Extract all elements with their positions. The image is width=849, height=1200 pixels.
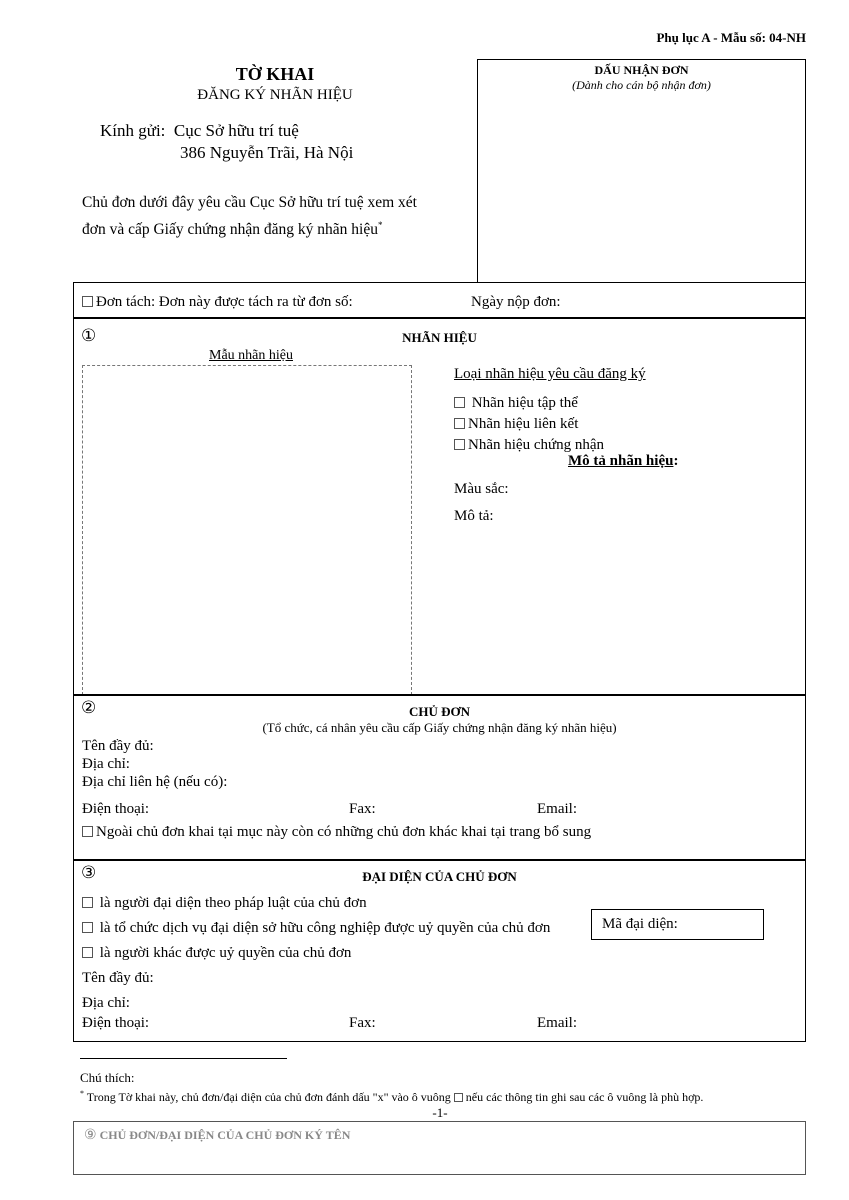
split-label bbox=[82, 294, 353, 311]
recipient-label: Kính gửi: bbox=[100, 121, 166, 140]
recipient-address: 386 Nguyễn Trãi, Hà Nội bbox=[180, 143, 354, 162]
type-label: Loại nhãn hiệu yêu cầu đăng ký bbox=[454, 366, 646, 382]
type-checkbox-associated[interactable] bbox=[454, 418, 465, 429]
rep-checkbox-agency[interactable] bbox=[82, 922, 93, 933]
section-signature bbox=[73, 1121, 806, 1175]
section9-number: ⑨ bbox=[84, 1127, 97, 1143]
representative-options bbox=[82, 891, 550, 1016]
description-title-colon: : bbox=[673, 453, 679, 469]
applicant-fax-label: Fax: bbox=[349, 801, 376, 817]
rep-code-label: Mã đại diện: bbox=[602, 916, 678, 932]
section1-title: NHÃN HIỆU bbox=[402, 330, 477, 345]
rep-option-legal-text: là người đại diện theo pháp luật của chủ đơn bbox=[99, 895, 367, 911]
footnote-divider bbox=[80, 1058, 287, 1059]
footnote-text-before: Trong Tờ khai này, chủ đơn/đại diện của chủ đơn đánh dấu "x" vào ô vuông bbox=[86, 1090, 451, 1104]
footnote-text bbox=[80, 1089, 810, 1105]
stamp-box bbox=[477, 59, 806, 283]
rep-option-agency bbox=[82, 916, 550, 941]
applicant-contact-label: Địa chỉ liên hệ (nếu có): bbox=[82, 774, 228, 790]
type-label-associated: Nhãn hiệu liên kết bbox=[468, 416, 579, 432]
rep-checkbox-legal[interactable] bbox=[82, 897, 93, 908]
recipient-org: Cục Sở hữu trí tuệ bbox=[173, 121, 299, 140]
recipient-block bbox=[100, 120, 353, 164]
applicant-phone-label: Điện thoại: bbox=[82, 801, 150, 817]
type-label-certification: Nhãn hiệu chứng nhận bbox=[468, 437, 605, 453]
section2-number: ② bbox=[81, 698, 97, 718]
split-row bbox=[73, 282, 806, 319]
split-checkbox[interactable] bbox=[82, 296, 93, 307]
section-representative bbox=[73, 859, 806, 1042]
intro-line-2: đơn và cấp Giấy chứng nhận đăng ký nhãn hiệu bbox=[82, 221, 378, 239]
other-applicants-checkbox[interactable] bbox=[82, 826, 93, 837]
page-number: -1- bbox=[432, 1105, 448, 1120]
split-text: Đơn tách: Đơn này được tách ra từ đơn số: bbox=[96, 294, 353, 310]
intro-text bbox=[82, 192, 474, 241]
applicant-email-label: Email: bbox=[537, 801, 577, 817]
section2-note: (Tổ chức, cá nhân yêu cầu cấp Giấy chứng nhận đăng ký nhãn hiệu) bbox=[262, 720, 617, 735]
applicant-address-label: Địa chỉ: bbox=[82, 756, 130, 772]
rep-fullname-label: Tên đầy đủ: bbox=[82, 970, 154, 986]
footnote-mark: * bbox=[80, 1089, 84, 1098]
type-list bbox=[454, 393, 604, 456]
form-title: TỜ KHAI bbox=[235, 64, 315, 84]
sample-label: Mẫu nhãn hiệu bbox=[209, 348, 293, 363]
rep-code-box[interactable] bbox=[591, 909, 764, 940]
filing-date-label: Ngày nộp đơn: bbox=[471, 294, 561, 310]
footnote-label: Chú thích: bbox=[80, 1070, 135, 1085]
rep-checkbox-other[interactable] bbox=[82, 947, 93, 958]
applicant-fullname-label: Tên đầy đủ: bbox=[82, 738, 154, 754]
appendix-label: Phụ lục A - Mẫu số: 04-NH bbox=[656, 30, 806, 45]
type-option-collective bbox=[454, 393, 604, 414]
trademark-sample-box[interactable] bbox=[82, 365, 412, 695]
rep-fax-label: Fax: bbox=[349, 1015, 376, 1031]
section-applicant bbox=[73, 694, 806, 861]
form-subtitle: ĐĂNG KÝ NHÃN HIỆU bbox=[197, 87, 353, 103]
description-title-text: Mô tả nhãn hiệu bbox=[568, 453, 674, 469]
footnote-checkbox-icon bbox=[454, 1093, 463, 1102]
description-title bbox=[568, 453, 678, 470]
rep-address-label: Địa chỉ: bbox=[82, 995, 130, 1011]
type-label-collective: Nhãn hiệu tập thể bbox=[471, 395, 578, 411]
rep-email-label: Email: bbox=[537, 1015, 577, 1031]
form-heading bbox=[140, 64, 410, 104]
section9-heading bbox=[84, 1127, 350, 1143]
description-label: Mô tả: bbox=[454, 508, 494, 524]
type-checkbox-certification[interactable] bbox=[454, 439, 465, 450]
rep-option-other-text: là người khác được uỷ quyền của chủ đơn bbox=[99, 945, 352, 961]
section2-title: CHỦ ĐƠN bbox=[408, 704, 471, 719]
section-trademark bbox=[73, 317, 806, 696]
stamp-title: DẤU NHẬN ĐƠN bbox=[594, 63, 689, 77]
other-applicants-option bbox=[82, 824, 591, 841]
stamp-note: (Dành cho cán bộ nhận đơn) bbox=[572, 78, 711, 92]
rep-option-agency-text: là tổ chức dịch vụ đại diện sở hữu công nghiệp được uỷ quyền của chủ đơn bbox=[99, 920, 551, 936]
section9-title: CHỦ ĐƠN/ĐẠI DIỆN CỦA CHỦ ĐƠN KÝ TÊN bbox=[99, 1128, 351, 1142]
type-checkbox-collective[interactable] bbox=[454, 397, 465, 408]
other-applicants-text: Ngoài chủ đơn khai tại mục này còn có những chủ đơn khác khai tại trang bổ sung bbox=[96, 824, 592, 840]
rep-phone-label: Điện thoại: bbox=[82, 1015, 150, 1031]
rep-option-other bbox=[82, 941, 550, 966]
section3-number: ③ bbox=[81, 863, 97, 883]
intro-footnote-mark: * bbox=[377, 220, 383, 230]
intro-line-1: Chủ đơn dưới đây yêu cầu Cục Sở hữu trí tuệ xem xét bbox=[82, 194, 417, 211]
color-label: Màu sắc: bbox=[454, 481, 509, 497]
applicant-fields bbox=[82, 737, 227, 791]
rep-option-legal bbox=[82, 891, 550, 916]
type-option-associated bbox=[454, 414, 604, 435]
section1-number: ① bbox=[81, 326, 97, 346]
footnote-text-after: nếu các thông tin ghi sau các ô vuông là phù hợp. bbox=[465, 1090, 704, 1104]
section3-title: ĐẠI DIỆN CỦA CHỦ ĐƠN bbox=[362, 869, 517, 884]
